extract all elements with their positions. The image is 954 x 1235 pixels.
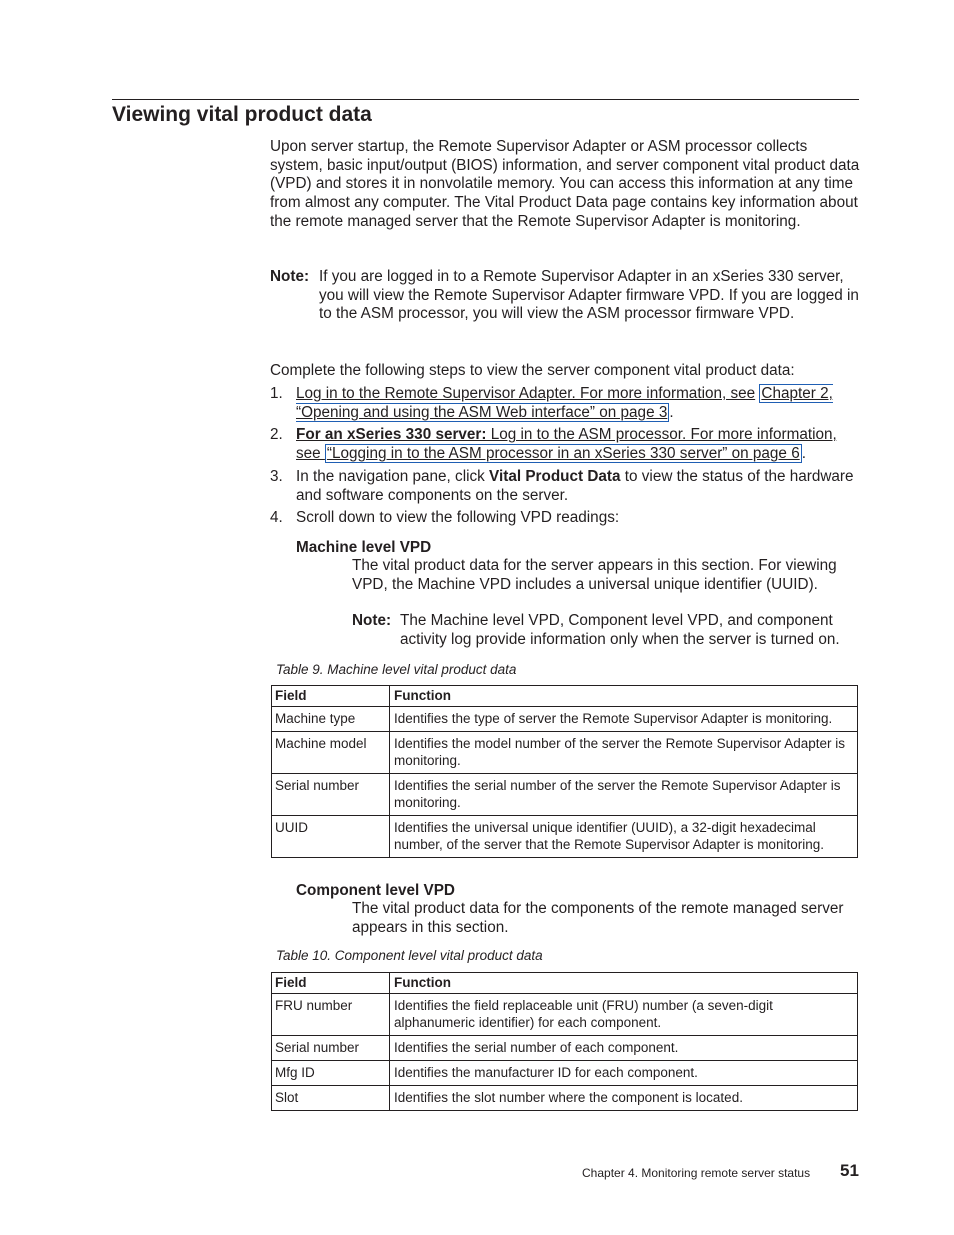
field-cell: Mfg ID (272, 1061, 390, 1086)
step-2-end: . (801, 445, 806, 463)
step-1-text: Log in to the Remote Supervisor Adapter. For more information, see (296, 385, 756, 402)
function-cell: Identifies the model number of the server the Remote Supervisor Adapter is monitoring. (390, 732, 858, 774)
component-vpd-text: The vital product data for the components of the remote managed server appears in this section. (352, 900, 844, 936)
note-label: Note: (270, 268, 310, 285)
machine-vpd-heading: Machine level VPD (296, 539, 432, 556)
step-number: 4. (270, 509, 283, 527)
step-3-post: to view the status of the hardware and software components on the server. (296, 467, 854, 504)
chapter-2-link[interactable]: Chapter 2, “Opening and using the ASM Web interface” on page 3 (296, 385, 833, 421)
table-row (272, 994, 858, 1036)
step-number: 1. (270, 385, 283, 402)
step-2-text: Log in to the ASM processor. For more information, see (296, 426, 837, 463)
footer-chapter: Chapter 4. Monitoring remote server status (582, 1166, 811, 1180)
table-row (272, 1086, 858, 1111)
table-row (272, 732, 858, 774)
section-heading: Viewing vital product data (112, 103, 372, 126)
note-text: If you are logged in to a Remote Supervisor Adapter in an xSeries 330 server, you will view the Remote Supervisor Adapter firmware VPD. If you are logged in to the ASM processor, you will view the ASM processor firmware VPD. (319, 268, 859, 323)
steps-list (270, 385, 862, 532)
note-label: Note: (352, 612, 392, 629)
step-number: 2. (270, 426, 283, 444)
step-2-bold: For an xSeries 330 server: (296, 426, 487, 444)
header-function: Function (390, 686, 858, 707)
step-number: 3. (270, 467, 283, 485)
table-row (272, 816, 858, 858)
step-3 (270, 468, 862, 505)
table-row (272, 774, 858, 816)
table-9-caption: Table 9. Machine level vital product data (276, 662, 517, 677)
table-row (272, 707, 858, 732)
field-cell: UUID (272, 816, 390, 858)
function-cell: Identifies the serial number of the server the Remote Supervisor Adapter is monitoring. (390, 774, 858, 816)
header-field: Field (272, 686, 390, 707)
table-row (272, 1061, 858, 1086)
header-function: Function (390, 973, 858, 994)
component-vpd-heading: Component level VPD (296, 882, 455, 899)
step-2 (270, 426, 862, 463)
intro-paragraph: Upon server startup, the Remote Supervisor Adapter or ASM processor collects system, basic input/output (BIOS) information, and server component vital product data (VPD) and stores it in nonvolatile memory. You can access this information at any time from almost any computer. The Vital Product Data page contains key information about the remote managed server that the Remote Supervisor Adapter is monitoring. (270, 138, 860, 230)
table-row (272, 1036, 858, 1061)
table-header-row (272, 686, 858, 707)
machine-note-block (352, 612, 862, 649)
function-cell: Identifies the serial number of each component. (390, 1036, 858, 1061)
steps-intro: Complete the following steps to view the server component vital product data: (270, 362, 795, 379)
function-cell: Identifies the universal unique identifier (UUID), a 32-digit hexadecimal number, of the server that the Remote Supervisor Adapter is monitoring. (390, 816, 858, 858)
step-1-end: . (669, 403, 674, 421)
field-cell: Machine model (272, 732, 390, 774)
step-4-text: Scroll down to view the following VPD readings: (296, 509, 620, 527)
component-vpd-table (271, 972, 858, 1111)
machine-note-text: The Machine level VPD, Component level VPD, and component activity log provide information only when the server is turned on. (400, 612, 840, 648)
table-header-row (272, 973, 858, 994)
note-block (270, 268, 860, 324)
field-cell: Machine type (272, 707, 390, 732)
step-3-bold: Vital Product Data (489, 467, 621, 485)
field-cell: Slot (272, 1086, 390, 1111)
table-10-caption: Table 10. Component level vital product data (276, 948, 543, 963)
logging-in-link[interactable]: “Logging in to the ASM processor in an xSeries 330 server” on page 6 (326, 445, 800, 463)
field-cell: Serial number (272, 774, 390, 816)
page-number: 51 (840, 1161, 859, 1180)
heading-rule (112, 99, 859, 100)
step-4 (270, 509, 862, 528)
field-cell: FRU number (272, 994, 390, 1036)
step-3-pre: In the navigation pane, click (296, 467, 490, 485)
header-field: Field (272, 973, 390, 994)
machine-vpd-table (271, 685, 858, 858)
field-cell: Serial number (272, 1036, 390, 1061)
function-cell: Identifies the slot number where the component is located. (390, 1086, 858, 1111)
function-cell: Identifies the type of server the Remote Supervisor Adapter is monitoring. (390, 707, 858, 732)
step-1 (270, 385, 862, 422)
function-cell: Identifies the field replaceable unit (FRU) number (a seven-digit alphanumeric identifier) for each component. (390, 994, 858, 1036)
function-cell: Identifies the manufacturer ID for each component. (390, 1061, 858, 1086)
machine-vpd-text: The vital product data for the server appears in this section. For viewing VPD, the Machine VPD includes a universal unique identifier (UUID). (352, 557, 837, 593)
